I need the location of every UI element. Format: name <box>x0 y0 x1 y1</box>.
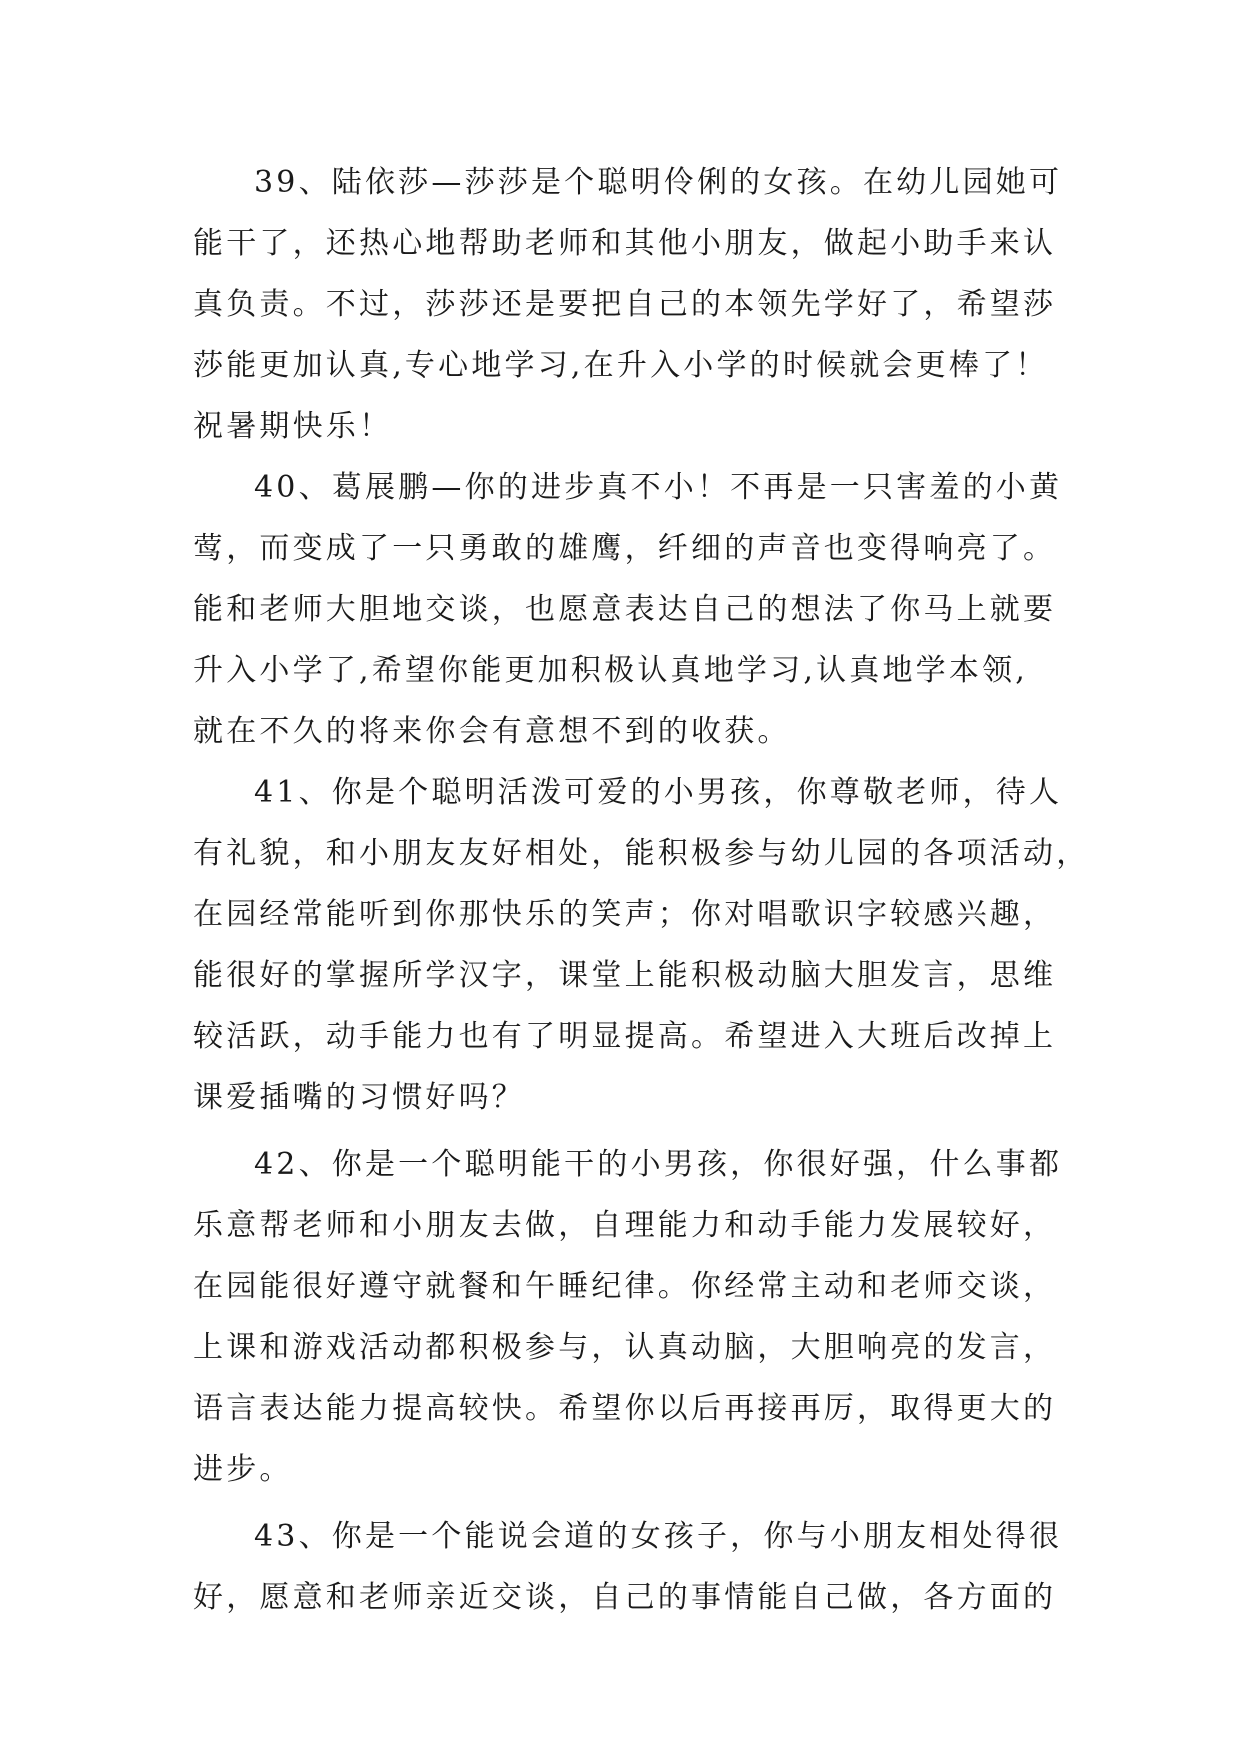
text-line: 上课和游戏活动都积极参与，认真动脑，大胆响亮的发言， <box>193 1330 1057 1365</box>
document-body <box>193 152 1090 1628</box>
text-line: 进步。 <box>193 1452 293 1487</box>
text-line: 有礼貌，和小朋友友好相处，能积极参与幼儿园的各项活动， <box>193 836 1090 871</box>
text-line: 升入小学了,希望你能更加积极认真地学习,认真地学本领, <box>193 653 1029 688</box>
text-line: 在园能很好遵守就餐和午睡纪律。你经常主动和老师交谈， <box>193 1269 1057 1304</box>
paragraph-39 <box>193 152 1063 457</box>
text-line: 40、葛展鹏—你的进步真不小！不再是一只害羞的小黄 <box>254 470 1063 505</box>
text-line: 课爱插嘴的习惯好吗？ <box>193 1080 525 1115</box>
text-line: 祝暑期快乐！ <box>193 409 393 444</box>
text-line: 41、你是个聪明活泼可爱的小男孩，你尊敬老师，待人 <box>254 775 1063 810</box>
text-line: 乐意帮老师和小朋友去做，自理能力和动手能力发展较好， <box>193 1208 1057 1243</box>
text-line: 能和老师大胆地交谈，也愿意表达自己的想法了你马上就要 <box>193 592 1057 627</box>
text-line: 语言表达能力提高较快。希望你以后再接再厉，取得更大的 <box>193 1391 1057 1426</box>
text-line: 好，愿意和老师亲近交谈，自己的事情能自己做，各方面的 <box>193 1580 1057 1615</box>
text-line: 能干了，还热心地帮助老师和其他小朋友，做起小助手来认 <box>193 226 1057 261</box>
text-line: 39、陆依莎—莎莎是个聪明伶俐的女孩。在幼儿园她可 <box>254 165 1063 200</box>
text-line: 莺，而变成了一只勇敢的雄鹰，纤细的声音也变得响亮了。 <box>193 531 1057 566</box>
text-line: 42、你是一个聪明能干的小男孩，你很好强，什么事都 <box>254 1147 1063 1182</box>
text-line: 在园经常能听到你那快乐的笑声；你对唱歌识字较感兴趣， <box>193 897 1057 932</box>
text-line: 较活跃，动手能力也有了明显提高。希望进入大班后改掉上 <box>193 1019 1057 1054</box>
paragraph-41 <box>193 762 1090 1128</box>
text-line: 就在不久的将来你会有意想不到的收获。 <box>193 714 791 749</box>
text-line: 莎能更加认真,专心地学习,在升入小学的时候就会更棒了！ <box>193 348 1049 383</box>
paragraph-40 <box>193 457 1063 762</box>
text-line: 真负责。不过，莎莎还是要把自己的本领先学好了，希望莎 <box>193 287 1057 322</box>
text-line: 43、你是一个能说会道的女孩子，你与小朋友相处得很 <box>254 1519 1063 1554</box>
text-line: 能很好的掌握所学汉字，课堂上能积极动脑大胆发言，思维 <box>193 958 1057 993</box>
paragraph-43 <box>193 1506 1063 1628</box>
paragraph-42 <box>193 1134 1063 1500</box>
